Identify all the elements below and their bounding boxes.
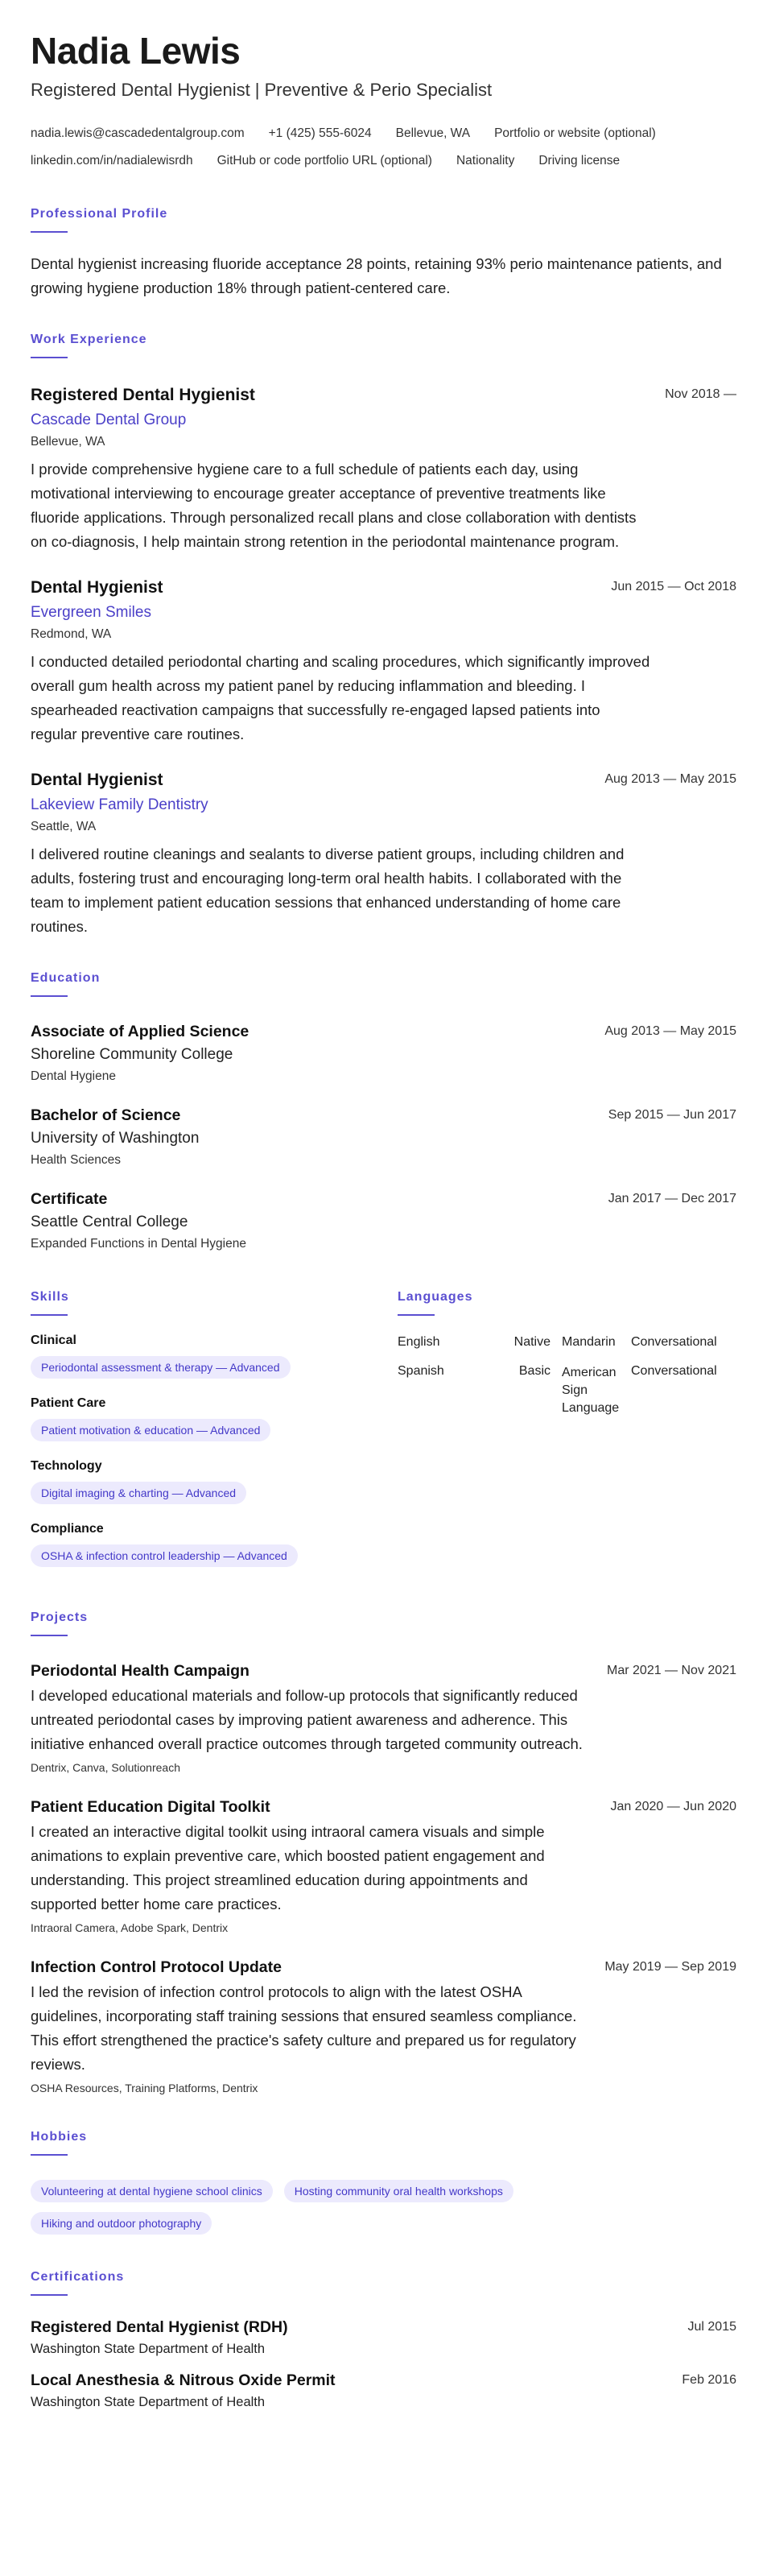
project-description: I developed educational materials and follow-up protocols that significantly reduced untreated periodontal cases by improving patient awareness and adherence. This initiative enhanced overall practice outcomes through targeted community outreach. [31,1686,583,1752]
field-of-study: Dental Hygiene [31,1069,116,1083]
certification-date: Feb 2016 [682,2372,736,2387]
section-divider [31,2154,68,2156]
education-entry [31,1023,736,1084]
contact-info [31,120,723,175]
job-location: Seattle, WA [31,819,97,833]
certification-issuer: Washington State Department of Health [31,2341,266,2356]
project-title: Infection Control Protocol Update [31,1958,282,1976]
section-title: Work Experience [31,332,147,346]
section-title: Professional Profile [31,206,168,221]
education-section [31,971,736,1251]
language-name: Mandarin [562,1334,616,1349]
skills-languages-row [31,1290,736,1567]
section-divider [31,1314,68,1316]
work-entry [31,771,736,939]
section-divider [31,231,68,233]
contact-linkedin[interactable]: linkedin.com/in/nadialewisrdh [31,153,193,167]
headline: Registered Dental Hygienist | Preventive & Perio Specialist [31,79,493,100]
candidate-name: Nadia Lewis [31,30,241,72]
skill-category: Patient Care [31,1396,106,1410]
project-entry [31,1958,736,2094]
contact-email[interactable]: nadia.lewis@cascadedentalgroup.com [31,126,245,140]
education-date: Jan 2017 — Dec 2017 [608,1191,736,1205]
language-level: Basic [518,1363,551,1378]
contact-portfolio[interactable]: Portfolio or website (optional) [494,126,656,140]
education-date: Aug 2013 — May 2015 [604,1023,736,1038]
skill-pill: Patient motivation & education — Advanced [31,1419,270,1441]
resume-header [31,31,736,175]
work-entry [31,386,736,554]
certification-entry [31,2371,736,2410]
language-name: Spanish [398,1363,444,1378]
hobby-pill: Hosting community oral health workshops [284,2180,513,2202]
school: University of Washington [31,1129,200,1147]
contact-driving-license: Driving license [538,153,621,167]
project-date: Jan 2020 — Jun 2020 [610,1799,736,1813]
certification-title: Local Anesthesia & Nitrous Oxide Permit [31,2371,336,2389]
company-name: Cascade Dental Group [31,411,187,428]
skill-category: Clinical [31,1333,76,1347]
skills-section [31,1290,398,1567]
project-entry [31,1798,736,1934]
project-title: Patient Education Digital Toolkit [31,1797,270,1816]
project-date: May 2019 — Sep 2019 [604,1959,736,1974]
project-description: I led the revision of infection control protocols to align with the latest OSHA guidelines, incorporating staff training sessions that ensured seamless compliance. This effort strengthened the practice's safety culture and prepared us for regulatory reviews. [31,1983,577,2073]
languages-list [398,1335,736,1417]
section-divider [31,357,68,358]
contact-nationality: Nationality [456,153,515,167]
languages-section [398,1290,736,1567]
degree: Bachelor of Science [31,1106,181,1124]
job-description: I provide comprehensive hygiene care to a full schedule of patients each day, using motivational interviewing to encourage greater acceptance of preventive treatments like fluoride applications. Through personalized recall plans and close collaboration with dentists on co-diagnosis, I help maintain strong retention in the periodontal maintenance program. [31,460,637,550]
job-date: Aug 2013 — May 2015 [604,771,736,786]
section-title: Hobbies [31,2129,88,2144]
job-date: Nov 2018 — [665,387,736,401]
project-description: I created an interactive digital toolkit using intraoral camera visuals and simple animations to explain preventive care, which boosted patient engagement and understanding. This project streamlined education during appointments and supported better home care practices. [31,1822,545,1912]
project-title: Periodontal Health Campaign [31,1661,249,1680]
school: Seattle Central College [31,1213,188,1230]
section-title: Certifications [31,2269,125,2284]
certification-issuer: Washington State Department of Health [31,2394,266,2409]
profile-text: Dental hygienist increasing fluoride acceptance 28 points, retaining 93% perio maintenance patients, and growing hygiene production 18% through patient-centered care. [31,254,722,296]
skill-category: Technology [31,1458,102,1473]
degree: Certificate [31,1189,108,1208]
job-location: Redmond, WA [31,626,112,641]
hobby-pill: Volunteering at dental hygiene school clinics [31,2180,273,2202]
work-section [31,333,736,939]
education-entry [31,1190,736,1251]
skill-pill: Periodontal assessment & therapy — Advanced [31,1356,291,1379]
certifications-section [31,2270,736,2410]
job-title: Dental Hygienist [31,577,163,597]
section-title: Education [31,970,101,985]
project-tools: Intraoral Camera, Adobe Spark, Dentrix [31,1921,229,1934]
language-name: American Sign Language [562,1365,620,1415]
section-divider [31,1635,68,1636]
project-tools: Dentrix, Canva, Solutionreach [31,1760,180,1774]
job-description: I delivered routine cleanings and sealants to diverse patient groups, including children and adults, fostering trust and encouraging long-term oral health habits. I collaborated with the team to implement patient education sessions that enhanced understanding of home care routines. [31,845,625,935]
school: Shoreline Community College [31,1045,233,1063]
education-entry [31,1106,736,1168]
project-date: Mar 2021 — Nov 2021 [607,1663,736,1677]
language-level: Conversational [631,1334,717,1349]
projects-section [31,1611,736,2094]
certification-entry [31,2318,736,2357]
hobby-pill: Hiking and outdoor photography [31,2212,212,2235]
hobbies-list [31,2172,594,2235]
skill-pill: OSHA & infection control leadership — Advanced [31,1544,298,1567]
project-entry [31,1662,736,1774]
language-name: English [398,1334,440,1349]
section-title: Languages [398,1289,473,1304]
field-of-study: Expanded Functions in Dental Hygiene [31,1236,246,1251]
job-description: I conducted detailed periodontal charting and scaling procedures, which significantly improved overall gum health across my patient panel by reducing inflammation and bleeding. I spearheaded reactivation campaigns that successfully re-engaged lapsed patients into regular preventive care routines. [31,652,650,742]
section-divider [31,995,68,997]
job-date: Jun 2015 — Oct 2018 [611,579,736,593]
section-divider [398,1314,435,1316]
company-name: Lakeview Family Dentistry [31,796,208,813]
section-title: Skills [31,1289,69,1304]
section-divider [31,2294,68,2296]
contact-phone[interactable]: +1 (425) 555-6024 [268,126,372,140]
contact-location: Bellevue, WA [395,126,471,140]
job-title: Registered Dental Hygienist [31,385,255,404]
skill-category: Compliance [31,1521,104,1536]
section-title: Projects [31,1610,89,1624]
language-level: Conversational [631,1363,717,1378]
education-date: Sep 2015 — Jun 2017 [608,1107,736,1122]
job-location: Bellevue, WA [31,434,105,449]
project-tools: OSHA Resources, Training Platforms, Dentrix [31,2081,258,2094]
contact-github[interactable]: GitHub or code portfolio URL (optional) [216,153,432,167]
job-title: Dental Hygienist [31,770,163,789]
hobbies-section [31,2130,736,2235]
degree: Associate of Applied Science [31,1022,249,1040]
certification-date: Jul 2015 [687,2319,736,2334]
certification-title: Registered Dental Hygienist (RDH) [31,2318,288,2336]
profile-section [31,207,736,300]
field-of-study: Health Sciences [31,1152,122,1167]
company-name: Evergreen Smiles [31,603,151,621]
work-entry [31,578,736,746]
skill-pill: Digital imaging & charting — Advanced [31,1482,246,1504]
language-level: Native [513,1334,551,1349]
